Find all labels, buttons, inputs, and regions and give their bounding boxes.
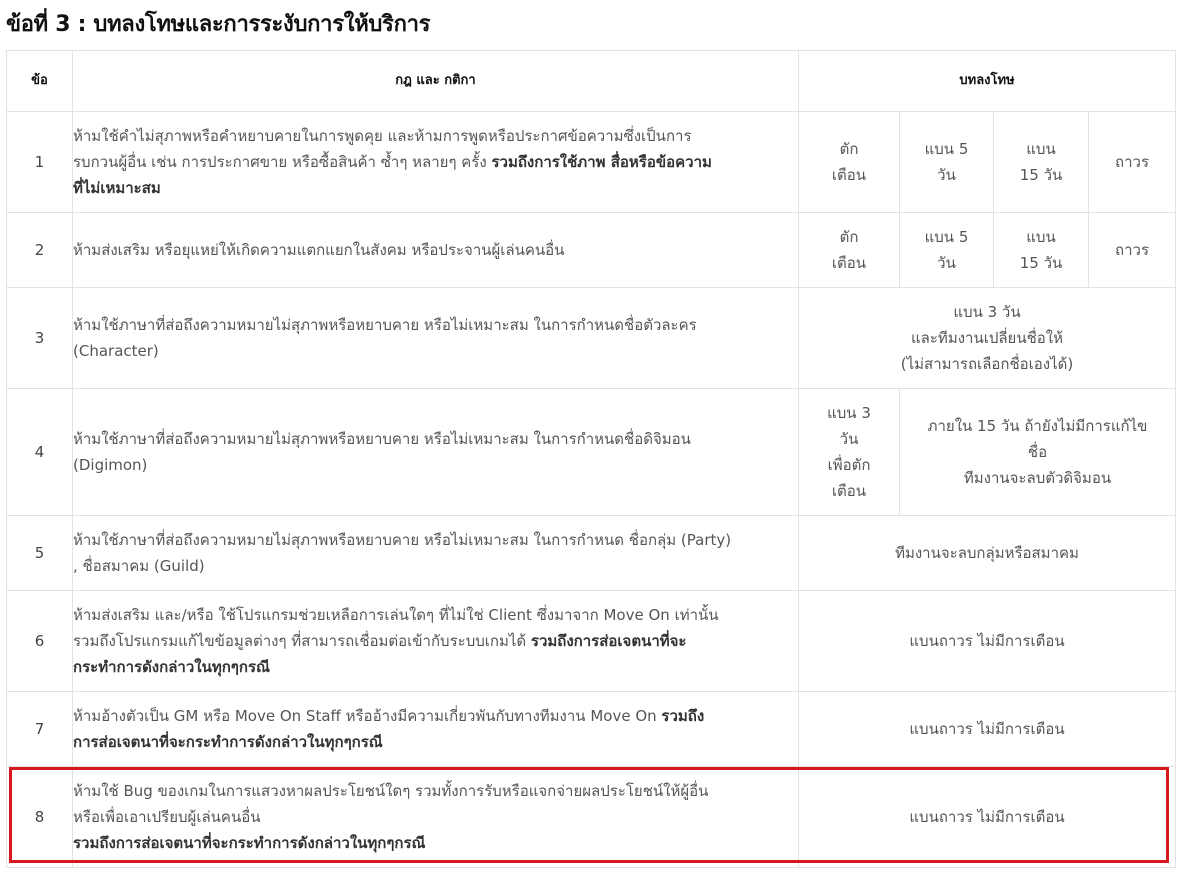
penalty-warning: ตัก เตือน	[799, 213, 900, 288]
table-row	[7, 213, 1176, 288]
rules-table	[6, 50, 1176, 868]
penalty-warning: ตัก เตือน	[799, 112, 900, 213]
penalty-ban-15-days: แบน 15 วัน	[994, 112, 1089, 213]
rule-text: ห้ามส่งเสริม หรือยุแหย่ให้เกิดความแตกแยกในสังคม หรือประจานผู้เล่นคนอื่น	[73, 213, 799, 288]
penalty-text: แบน 3 วัน และทีมงานเปลี่ยนชื่อให้ (ไม่สามารถเลือกชื่อเองได้)	[799, 288, 1176, 389]
penalty-ban-5-days: แบน 5 วัน	[900, 213, 994, 288]
rule-text: ห้ามใช้ Bug ของเกมในการแสวงหาผลประโยชน์ใดๆ รวมทั้งการรับหรือแจกจ่ายผลประโยชน์ให้ผู้อื่น หรือเพื่อเอาเปรียบผู้เล่นคนอื่น รวมถึงการส่อเจตนาที่จะกระทำการดังกล่าวในทุกๆกรณี	[73, 767, 799, 868]
table-row	[7, 389, 1176, 516]
penalty-text: แบนถาวร ไม่มีการเตือน	[799, 692, 1176, 767]
row-number: 7	[7, 692, 73, 767]
rule-text: ห้ามใช้คำไม่สุภาพหรือคำหยาบคายในการพูดคุย และห้ามการพูดหรือประกาศข้อความซึ่งเป็นการ รบกวนผู้อื่น เช่น การประกาศขาย หรือซื้อสินค้า ซ้ำๆ หลายๆ ครั้ง รวมถึงการใช้ภาพ สื่อหรือข้อความ ที่ไม่เหมาะสม	[73, 112, 799, 213]
row-number: 5	[7, 516, 73, 591]
penalty-text: ทีมงานจะลบกลุ่มหรือสมาคม	[799, 516, 1176, 591]
header-rules: กฎ และ กติกา	[73, 51, 799, 112]
row-number: 8	[7, 767, 73, 868]
rule-text: ห้ามใช้ภาษาที่ส่อถึงความหมายไม่สุภาพหรือหยาบคาย หรือไม่เหมาะสม ในการกำหนดชื่อดิจิมอน (Digimon)	[73, 389, 799, 516]
penalty-text: แบนถาวร ไม่มีการเตือน	[799, 767, 1176, 868]
table-row	[7, 112, 1176, 213]
penalty-permanent: ถาวร	[1089, 112, 1176, 213]
header-no: ข้อ	[7, 51, 73, 112]
penalty-permanent: ถาวร	[1089, 213, 1176, 288]
row-8-highlight-box	[9, 767, 1169, 863]
rule-text: ห้ามส่งเสริม และ/หรือ ใช้โปรแกรมช่วยเหลือการเล่นใดๆ ที่ไม่ใช่ Client ซึ่งมาจาก Move On เท่านั้น รวมถึงโปรแกรมแก้ไขข้อมูลต่างๆ ที่สามารถเชื่อมต่อเข้ากับระบบเกมได้ รวมถึงการส่อเจตนาที่จะ กระทำการดังกล่าวในทุกๆกรณี	[73, 591, 799, 692]
header-penalty: บทลงโทษ	[799, 51, 1176, 112]
penalty-ban-5-days: แบน 5 วัน	[900, 112, 994, 213]
row-number: 3	[7, 288, 73, 389]
row-number: 4	[7, 389, 73, 516]
penalty-text: แบนถาวร ไม่มีการเตือน	[799, 591, 1176, 692]
row-number: 2	[7, 213, 73, 288]
rule-text: ห้ามใช้ภาษาที่ส่อถึงความหมายไม่สุภาพหรือหยาบคาย หรือไม่เหมาะสม ในการกำหนด ชื่อกลุ่ม (Party) , ชื่อสมาคม (Guild)	[73, 516, 799, 591]
table-row	[7, 516, 1176, 591]
row-number: 1	[7, 112, 73, 213]
row-number: 6	[7, 591, 73, 692]
rule-text: ห้ามใช้ภาษาที่ส่อถึงความหมายไม่สุภาพหรือหยาบคาย หรือไม่เหมาะสม ในการกำหนดชื่อตัวละคร (Character)	[73, 288, 799, 389]
rule-text: ห้ามอ้างตัวเป็น GM หรือ Move On Staff หรืออ้างมีความเกี่ยวพันกับทางทีมงาน Move On รวมถึง การส่อเจตนาที่จะกระทำการดังกล่าวในทุกๆกรณี	[73, 692, 799, 767]
table-row	[7, 692, 1176, 767]
table-row	[7, 288, 1176, 389]
table-row	[7, 591, 1176, 692]
penalty-ban-3-days: แบน 3 วัน เพื่อตัก เตือน	[799, 389, 900, 516]
penalty-ban-15-days: แบน 15 วัน	[994, 213, 1089, 288]
penalty-delete-digimon: ภายใน 15 วัน ถ้ายังไม่มีการแก้ไข ชื่อ ทีมงานจะลบตัวดิจิมอน	[900, 389, 1176, 516]
page-title: ข้อที่ 3 : บทลงโทษและการระงับการให้บริการ	[6, 12, 431, 37]
table-header-row	[7, 51, 1176, 112]
